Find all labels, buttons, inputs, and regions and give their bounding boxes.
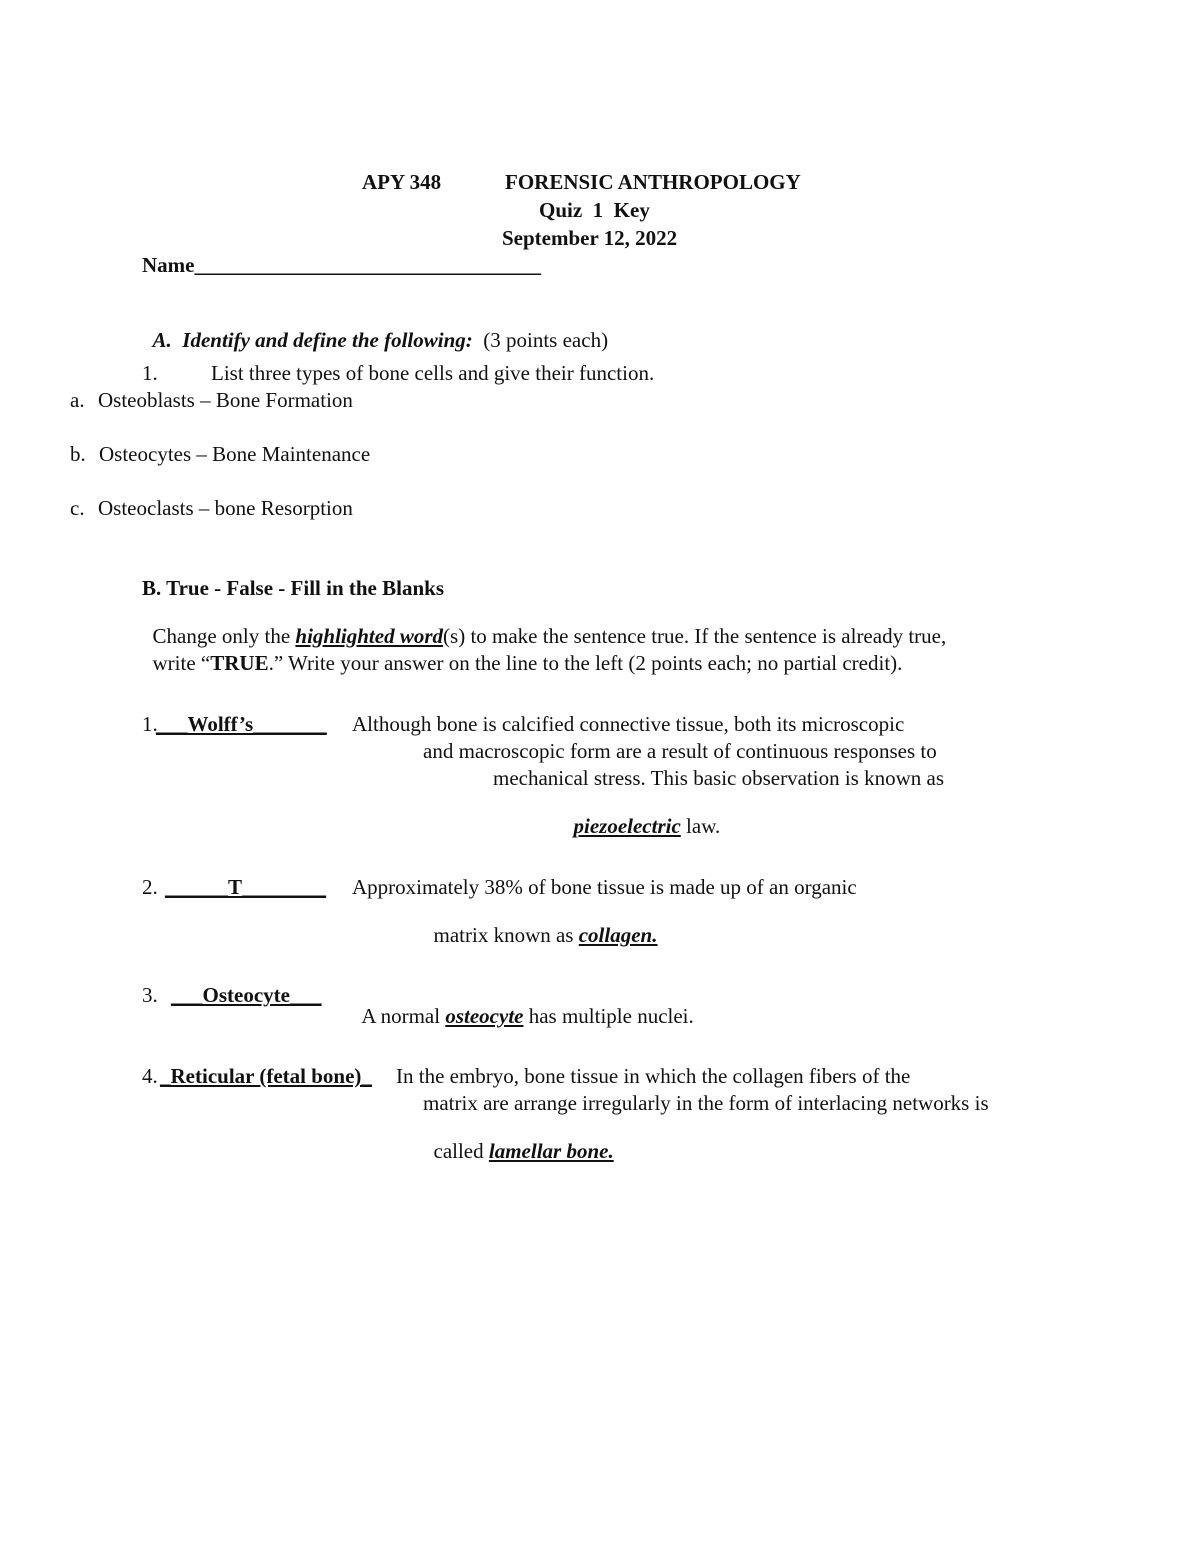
item-text: matrix known as xyxy=(433,923,579,947)
item-text: and macroscopic form are a result of continuous responses to xyxy=(423,739,937,763)
item-text-line4 xyxy=(563,795,720,837)
instr-text: (s) to make the sentence true. If the sentence is already true, xyxy=(443,624,947,648)
item-answer: _Reticular (fetal bone)_ xyxy=(160,1064,372,1088)
item-text: law. xyxy=(680,814,721,838)
instr-true: TRUE xyxy=(210,651,269,675)
item-keyword: piezoelectric xyxy=(573,814,681,838)
item-text: In the embryo, bone tissue in which the collagen fibers of the xyxy=(396,1064,911,1088)
item-answer: ___Osteocyte___ xyxy=(171,983,322,1007)
instr-text: .” Write your answer on the line to the left (2 points each; no partial credit). xyxy=(268,651,903,675)
item-keyword: osteocyte xyxy=(445,1004,524,1028)
item-text: mechanical stress. This basic observation is known as xyxy=(493,766,945,790)
section-a-points: (3 points each) xyxy=(472,328,609,352)
answer-text: Osteoblasts – Bone Formation xyxy=(98,388,353,412)
item-text: has multiple nuclei. xyxy=(523,1004,694,1028)
section-b-instructions-line2 xyxy=(142,632,902,674)
item-text-line1 xyxy=(352,985,694,1027)
item-text: A normal xyxy=(361,1004,446,1028)
quiz-date: September 12, 2022 xyxy=(502,226,678,250)
item-text: matrix are arrange irregularly in the form of interlacing networks is xyxy=(423,1091,989,1115)
item-answer: ___Wolff’s_______ xyxy=(156,712,327,736)
item-number: 3. xyxy=(142,983,158,1007)
item-text-line2 xyxy=(423,904,657,946)
instr-text: write “ xyxy=(152,651,211,675)
section-a-letter: A. xyxy=(152,328,183,352)
item-number: 4. xyxy=(142,1064,158,1088)
quiz-title: Quiz 1 Key xyxy=(539,198,650,222)
item-keyword: collagen. xyxy=(578,923,658,947)
answer-marker: a. xyxy=(70,388,85,412)
instr-text: Change only the xyxy=(152,624,296,648)
item-answer: ______T________ xyxy=(165,875,327,899)
name-field: Name_________________________________ xyxy=(142,253,541,277)
section-a-heading xyxy=(142,309,608,351)
item-text: called xyxy=(433,1139,489,1163)
item-number: 2. xyxy=(142,875,158,899)
answer-text: Osteocytes – Bone Maintenance xyxy=(99,442,371,466)
instr-highlight: highlighted word xyxy=(295,624,444,648)
question-number: 1. xyxy=(142,361,158,385)
item-text: Although bone is calcified connective tissue, both its microscopic xyxy=(352,712,905,736)
course-name: FORENSIC ANTHROPOLOGY xyxy=(505,170,801,194)
section-a-title: Identify and define the following: xyxy=(182,328,473,352)
item-number: 1. xyxy=(142,712,158,736)
answer-marker: b. xyxy=(70,442,86,466)
course-code: APY 348 xyxy=(362,170,442,194)
section-b-heading: B. True - False - Fill in the Blanks xyxy=(142,576,444,600)
item-keyword: lamellar bone. xyxy=(488,1139,614,1163)
answer-text: Osteoclasts – bone Resorption xyxy=(98,496,353,520)
answer-marker: c. xyxy=(70,496,85,520)
item-text: Approximately 38% of bone tissue is made up of an organic xyxy=(352,875,857,899)
question-text: List three types of bone cells and give their function. xyxy=(211,361,655,385)
item-text-line3 xyxy=(423,1120,614,1162)
